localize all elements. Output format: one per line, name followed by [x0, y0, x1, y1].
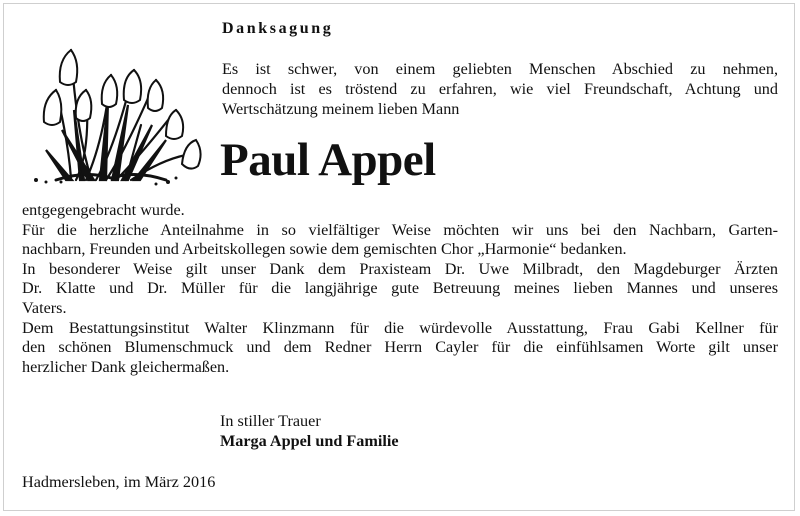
body-line: entgegengebracht wurde.: [22, 201, 185, 219]
intro-line: dennoch ist es tröstend zu erfahren, wie viel Freundschaft, Achtung und: [222, 80, 778, 98]
body-line: Dem Bestattungsinstitut Walter Klinzmann für die würdevolle Ausstattung, Frau Gabi Kellner für: [22, 318, 778, 337]
intro-line: Es ist schwer, von einem geliebten Menschen Abschied zu nehmen,: [222, 60, 778, 78]
intro-paragraph: [222, 59, 778, 119]
deceased-name: Paul Appel: [220, 134, 436, 186]
signature-intro: In stiller Trauer: [220, 412, 321, 430]
body-line: herzlicher Dank gleichermaßen.: [22, 357, 230, 376]
body-line: den schönen Blumenschmuck und dem Redner Herrn Cayler für die einfühlsamen Worte gilt unser: [22, 338, 778, 357]
body-line: nachbarn, Freunden und Arbeitskollegen sowie dem gemischten Chor „Harmonie“ bedanken.: [22, 240, 627, 259]
body-paragraph: [22, 201, 778, 377]
notice-title: Danksagung: [222, 20, 334, 37]
body-line: In besonderer Weise gilt unser Dank dem Praxisteam Dr. Uwe Milbradt, den Magdeburger Ärzten: [22, 259, 778, 278]
body-line: Für die herzliche Anteilnahme in so vielfältiger Weise möchten wir uns bei den Nachbarn, Garten-: [22, 220, 778, 239]
place-date: Hadmersleben, im März 2016: [22, 473, 216, 491]
intro-line: Wertschätzung meinem lieben Mann: [222, 100, 460, 118]
body-line: Vaters.: [22, 298, 67, 317]
body-line: Dr. Klatte und Dr. Müller für die langjährige gute Betreuung meines lieben Mannes und unseres: [22, 279, 778, 298]
signature-name: Marga Appel und Familie: [220, 432, 399, 450]
snowdrop-flowers-icon: [16, 30, 202, 188]
